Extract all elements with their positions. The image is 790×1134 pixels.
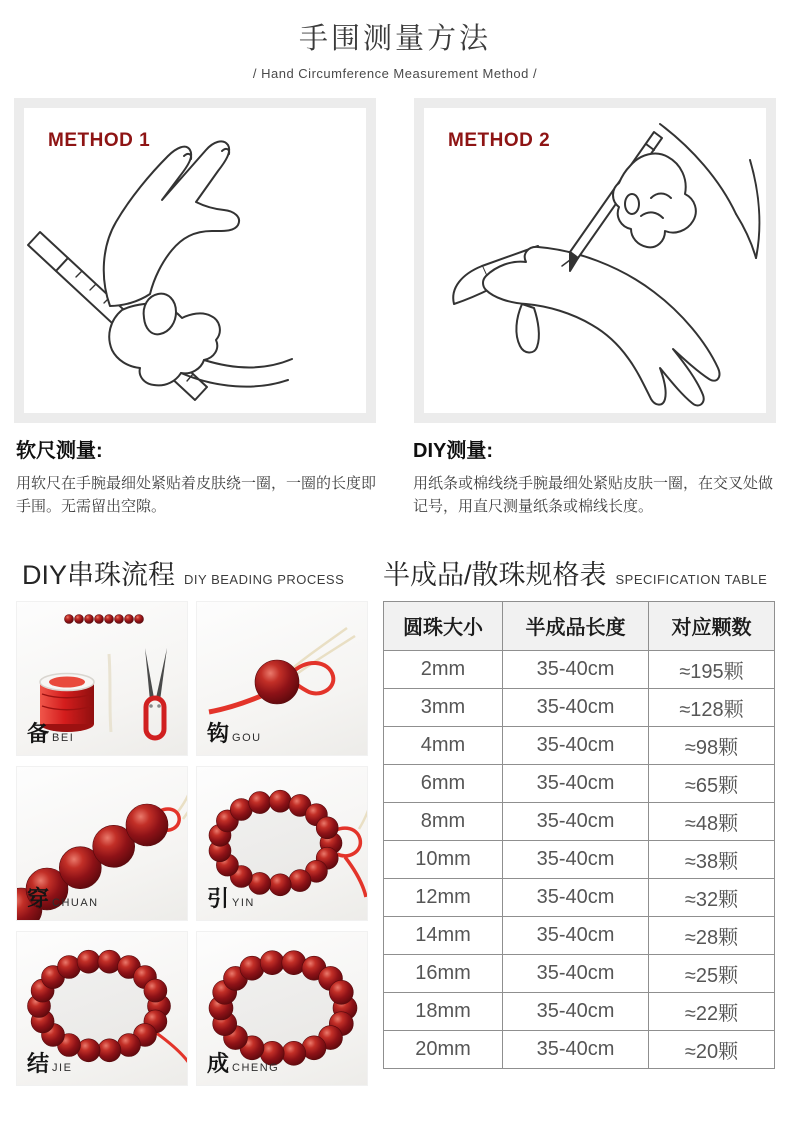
- beading-step-bei: [16, 601, 188, 756]
- spec-cell: 10mm: [384, 840, 503, 878]
- step-en: JIE: [52, 1061, 73, 1074]
- beading-step-label: [207, 882, 255, 913]
- step-cn: 穿: [27, 885, 50, 911]
- beading-title-cn: DIY串珠流程: [22, 559, 176, 590]
- step-cn: 结: [27, 1050, 50, 1076]
- spec-cell: ≈65颗: [649, 764, 775, 802]
- spec-cell: 3mm: [384, 688, 503, 726]
- lower-section: [0, 553, 790, 1086]
- spec-cell: 35-40cm: [503, 954, 649, 992]
- page-subtitle: / Hand Circumference Measurement Method /: [252, 66, 538, 81]
- methods-row: [0, 98, 790, 423]
- step-en: BEI: [52, 731, 75, 744]
- beading-step-label: [27, 1047, 72, 1078]
- spec-row: [384, 992, 775, 1030]
- spec-cell: 6mm: [384, 764, 503, 802]
- step-cn: 备: [27, 720, 50, 746]
- page-title: 手围测量方法: [298, 23, 491, 55]
- spec-cell: 35-40cm: [503, 992, 649, 1030]
- spec-cell: ≈38颗: [649, 840, 775, 878]
- spec-cell: 35-40cm: [503, 688, 649, 726]
- spec-cell: ≈28颗: [649, 916, 775, 954]
- spec-cell: ≈48颗: [649, 802, 775, 840]
- spec-row: [384, 802, 775, 840]
- step-en: YIN: [232, 896, 255, 909]
- step-en: CHENG: [232, 1061, 280, 1074]
- spec-row: [384, 878, 775, 916]
- step-cn: 钩: [207, 720, 230, 746]
- spec-row: [384, 954, 775, 992]
- spec-cell: ≈32颗: [649, 878, 775, 916]
- method1-text: [16, 434, 377, 519]
- spec-row: [384, 764, 775, 802]
- step-cn: 成: [207, 1050, 230, 1076]
- spec-section-heading: [383, 553, 774, 593]
- spec-column: [383, 553, 774, 1086]
- beading-step-yin: [196, 766, 368, 921]
- spec-title-cn: 半成品/散珠规格表: [383, 559, 607, 590]
- spec-cell: ≈25颗: [649, 954, 775, 992]
- method2-heading: DIY测量:: [413, 440, 493, 462]
- step-cn: 引: [207, 885, 230, 911]
- method1-label: METHOD 1: [48, 130, 151, 151]
- spec-table-body: [384, 650, 775, 1068]
- method-descriptions: [0, 434, 790, 519]
- beading-section-heading: [16, 553, 368, 593]
- spec-row: [384, 840, 775, 878]
- beading-column: [16, 553, 368, 1086]
- beading-step-label: [207, 1047, 279, 1078]
- spec-row: [384, 726, 775, 764]
- spec-row: [384, 688, 775, 726]
- spec-row: [384, 1030, 775, 1068]
- spec-cell: 35-40cm: [503, 916, 649, 954]
- spec-row: [384, 650, 775, 688]
- spec-cell: 35-40cm: [503, 1030, 649, 1068]
- method2-desc: 用纸条或棉线绕手腕最细处紧贴皮肤一圈，在交叉处做记号，用直尺测量纸条或棉线长度。: [413, 475, 774, 516]
- spec-table: [383, 601, 775, 1069]
- method1-heading: 软尺测量:: [16, 440, 103, 462]
- spec-cell: 35-40cm: [503, 802, 649, 840]
- spec-row: [384, 916, 775, 954]
- spec-cell: 4mm: [384, 726, 503, 764]
- spec-cell: 8mm: [384, 802, 503, 840]
- beading-tiles: [16, 601, 368, 1086]
- spec-cell: 35-40cm: [503, 726, 649, 764]
- spec-cell: 35-40cm: [503, 650, 649, 688]
- method1-desc: 用软尺在手腕最细处紧贴着皮肤绕一圈，一圈的长度即手围。无需留出空隙。: [16, 475, 377, 516]
- step-en: GOU: [232, 731, 262, 744]
- method2-label: METHOD 2: [448, 130, 551, 151]
- spec-cell: 14mm: [384, 916, 503, 954]
- step-en: CHUAN: [52, 896, 99, 909]
- beading-step-chuan: [16, 766, 188, 921]
- beading-step-label: [27, 717, 74, 748]
- spec-col-count: 对应颗数: [649, 601, 775, 650]
- beading-step-jie: [16, 931, 188, 1086]
- beading-step-label: [27, 882, 99, 913]
- spec-cell: 16mm: [384, 954, 503, 992]
- spec-cell: 2mm: [384, 650, 503, 688]
- spec-col-size: 圆珠大小: [384, 601, 503, 650]
- spec-cell: 35-40cm: [503, 878, 649, 916]
- spec-cell: ≈128颗: [649, 688, 775, 726]
- method2-box: [414, 98, 776, 423]
- page-header: [0, 0, 790, 81]
- method1-box: [14, 98, 376, 423]
- hand-marking-paper-strip-with-pen-icon: [424, 108, 766, 413]
- spec-cell: 18mm: [384, 992, 503, 1030]
- spec-cell: ≈22颗: [649, 992, 775, 1030]
- spec-cell: ≈98颗: [649, 726, 775, 764]
- spec-cell: 35-40cm: [503, 840, 649, 878]
- spec-title-en: SPECIFICATION TABLE: [615, 571, 768, 587]
- spec-header-row: [384, 601, 775, 650]
- spec-cell: ≈195颗: [649, 650, 775, 688]
- beading-title-en: DIY BEADING PROCESS: [184, 571, 345, 587]
- beading-step-gou: [196, 601, 368, 756]
- hand-measured-with-soft-tape-icon: [24, 108, 366, 413]
- spec-col-length: 半成品长度: [503, 601, 649, 650]
- spec-cell: 12mm: [384, 878, 503, 916]
- spec-cell: ≈20颗: [649, 1030, 775, 1068]
- method2-text: [413, 434, 774, 519]
- spec-cell: 20mm: [384, 1030, 503, 1068]
- spec-cell: 35-40cm: [503, 764, 649, 802]
- beading-step-cheng: [196, 931, 368, 1086]
- beading-step-label: [207, 717, 262, 748]
